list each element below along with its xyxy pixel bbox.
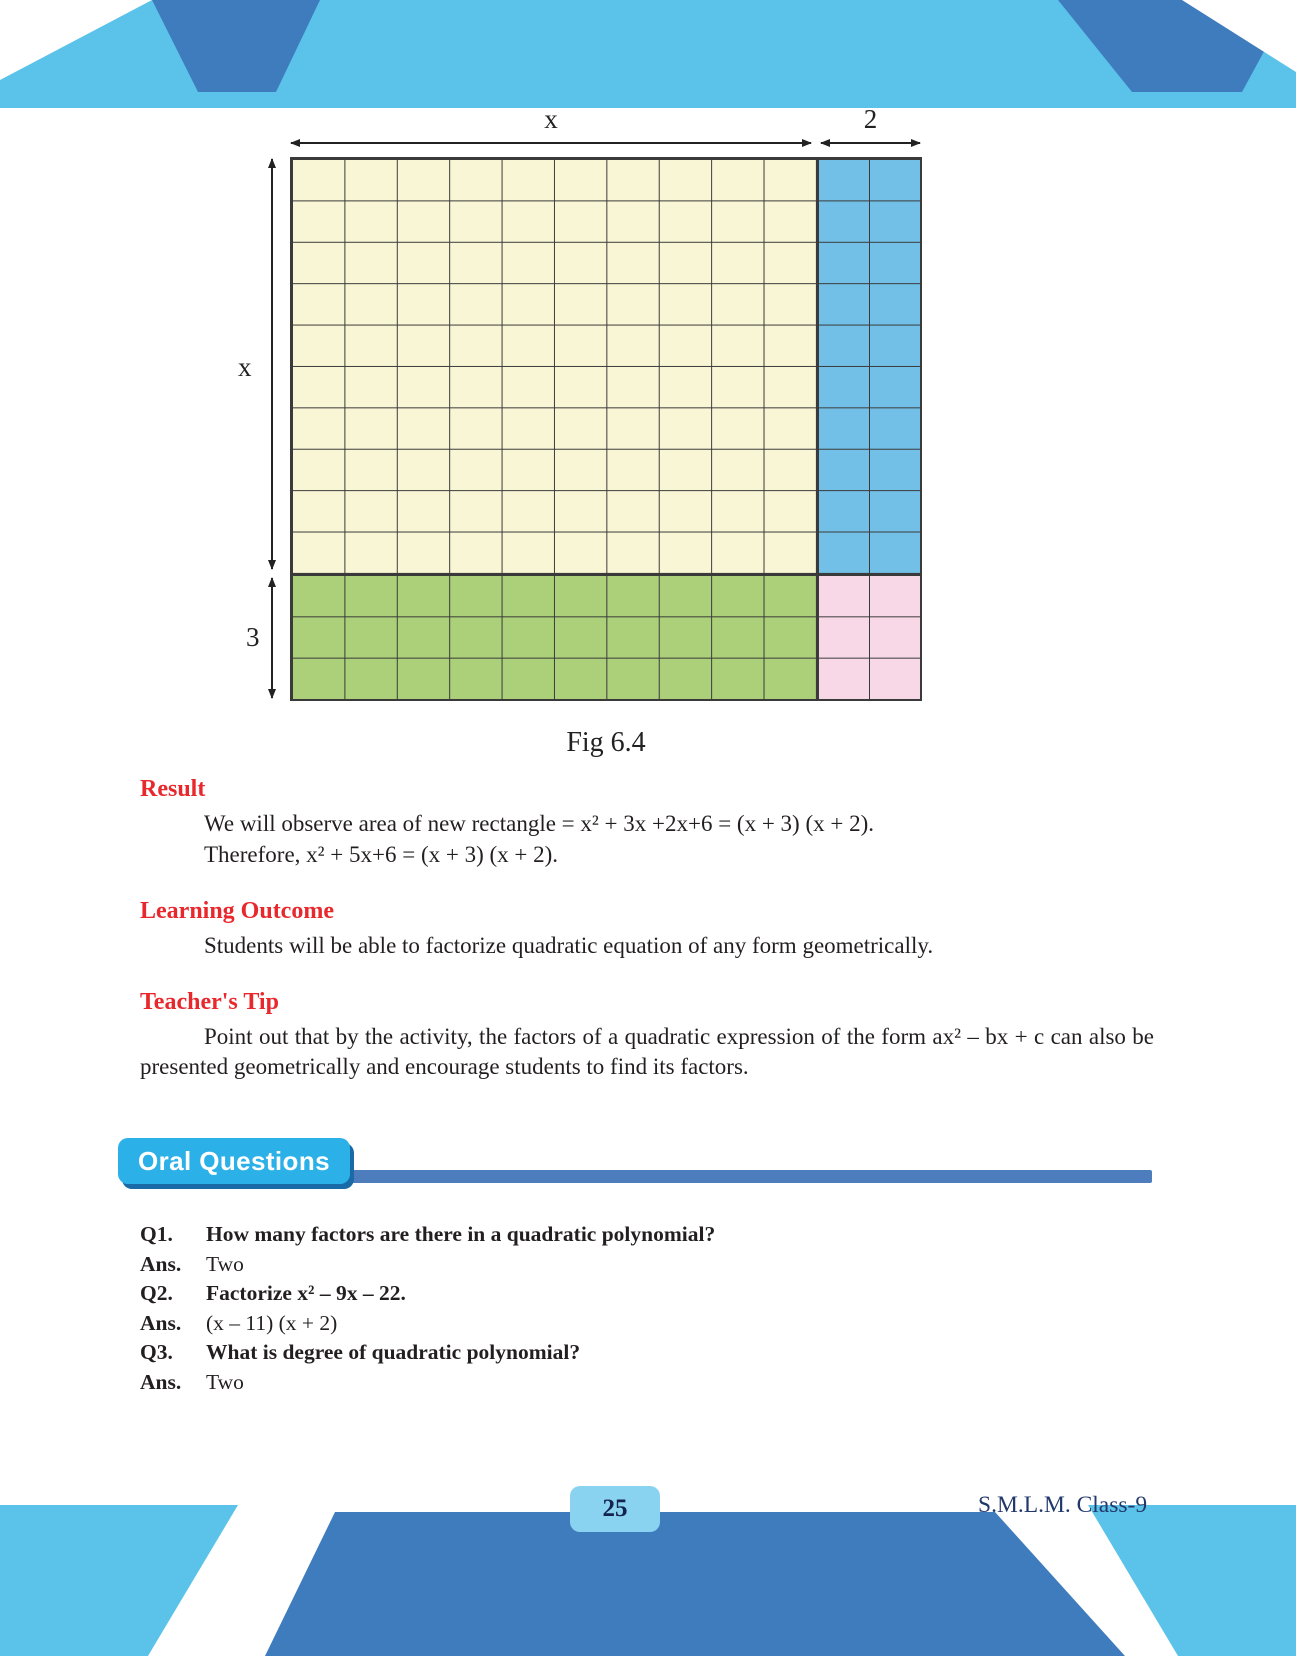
page-content xyxy=(140,774,1154,1083)
grid-region-3x xyxy=(290,573,818,701)
grid-region-6 xyxy=(816,573,922,701)
answer-label: Ans. xyxy=(140,1310,182,1335)
teachers-tip-heading: Teacher's Tip xyxy=(140,989,279,1015)
result-section xyxy=(140,774,1154,870)
question-label: Q1. xyxy=(140,1222,173,1246)
result-line-2: Therefore, x² + 5x+6 = (x + 3) (x + 2). xyxy=(204,842,559,867)
figure-caption: Fig 6.4 xyxy=(566,727,646,758)
question-row xyxy=(140,1220,1154,1250)
oral-questions-banner: Oral Questions xyxy=(118,1138,350,1184)
answer-row xyxy=(140,1250,1154,1280)
question-text: What is degree of quadratic polynomial? xyxy=(206,1340,581,1364)
dimension-arrow-top-2 xyxy=(821,142,920,144)
result-line-1: We will observe area of new rectangle = x² + 3x +2x+6 = (x + 3) (x + 2). xyxy=(204,811,874,836)
page-number-badge: 25 xyxy=(570,1486,660,1532)
dimension-label-top-x: x xyxy=(544,104,558,134)
question-label: Q2. xyxy=(140,1281,173,1305)
answer-label: Ans. xyxy=(140,1251,182,1276)
dimension-arrow-top-x xyxy=(291,142,811,144)
answer-text: (x – 11) (x + 2) xyxy=(206,1310,338,1335)
grid-region-x-squared xyxy=(290,157,818,575)
bottom-ribbon xyxy=(260,1510,1140,1656)
question-label: Q3. xyxy=(140,1340,173,1364)
question-row xyxy=(140,1338,1154,1368)
learning-outcome-heading: Learning Outcome xyxy=(140,898,334,924)
answer-row xyxy=(140,1309,1154,1339)
dimension-label-top-2: 2 xyxy=(863,104,878,134)
question-text: Factorize x² – 9x – 22. xyxy=(206,1281,406,1305)
answer-text: Two xyxy=(206,1251,244,1276)
answer-label: Ans. xyxy=(140,1369,182,1394)
result-heading: Result xyxy=(140,776,206,802)
grid-region-2x xyxy=(816,157,922,575)
dimension-arrow-left-3 xyxy=(271,578,273,698)
question-text: How many factors are there in a quadratic polynomial? xyxy=(206,1222,716,1246)
answer-row xyxy=(140,1368,1154,1398)
teachers-tip-section xyxy=(140,987,1154,1082)
answer-text: Two xyxy=(206,1369,244,1394)
dimension-label-left-x: x xyxy=(238,352,252,382)
dimension-label-left-3: 3 xyxy=(246,622,260,652)
learning-outcome-body: Students will be able to factorize quadratic equation of any form geometrically. xyxy=(204,933,934,958)
learning-outcome-section xyxy=(140,896,1154,961)
teachers-tip-body: Point out that by the activity, the factors of a quadratic expression of the form ax² – bx + c can also be presented geometrically and encourage students to find its factors. xyxy=(140,1024,1154,1079)
book-label: S.M.L.M. Class-9 xyxy=(978,1492,1148,1518)
question-row xyxy=(140,1279,1154,1309)
dimension-arrow-left-x xyxy=(271,159,273,569)
oral-questions-list xyxy=(140,1220,1154,1397)
